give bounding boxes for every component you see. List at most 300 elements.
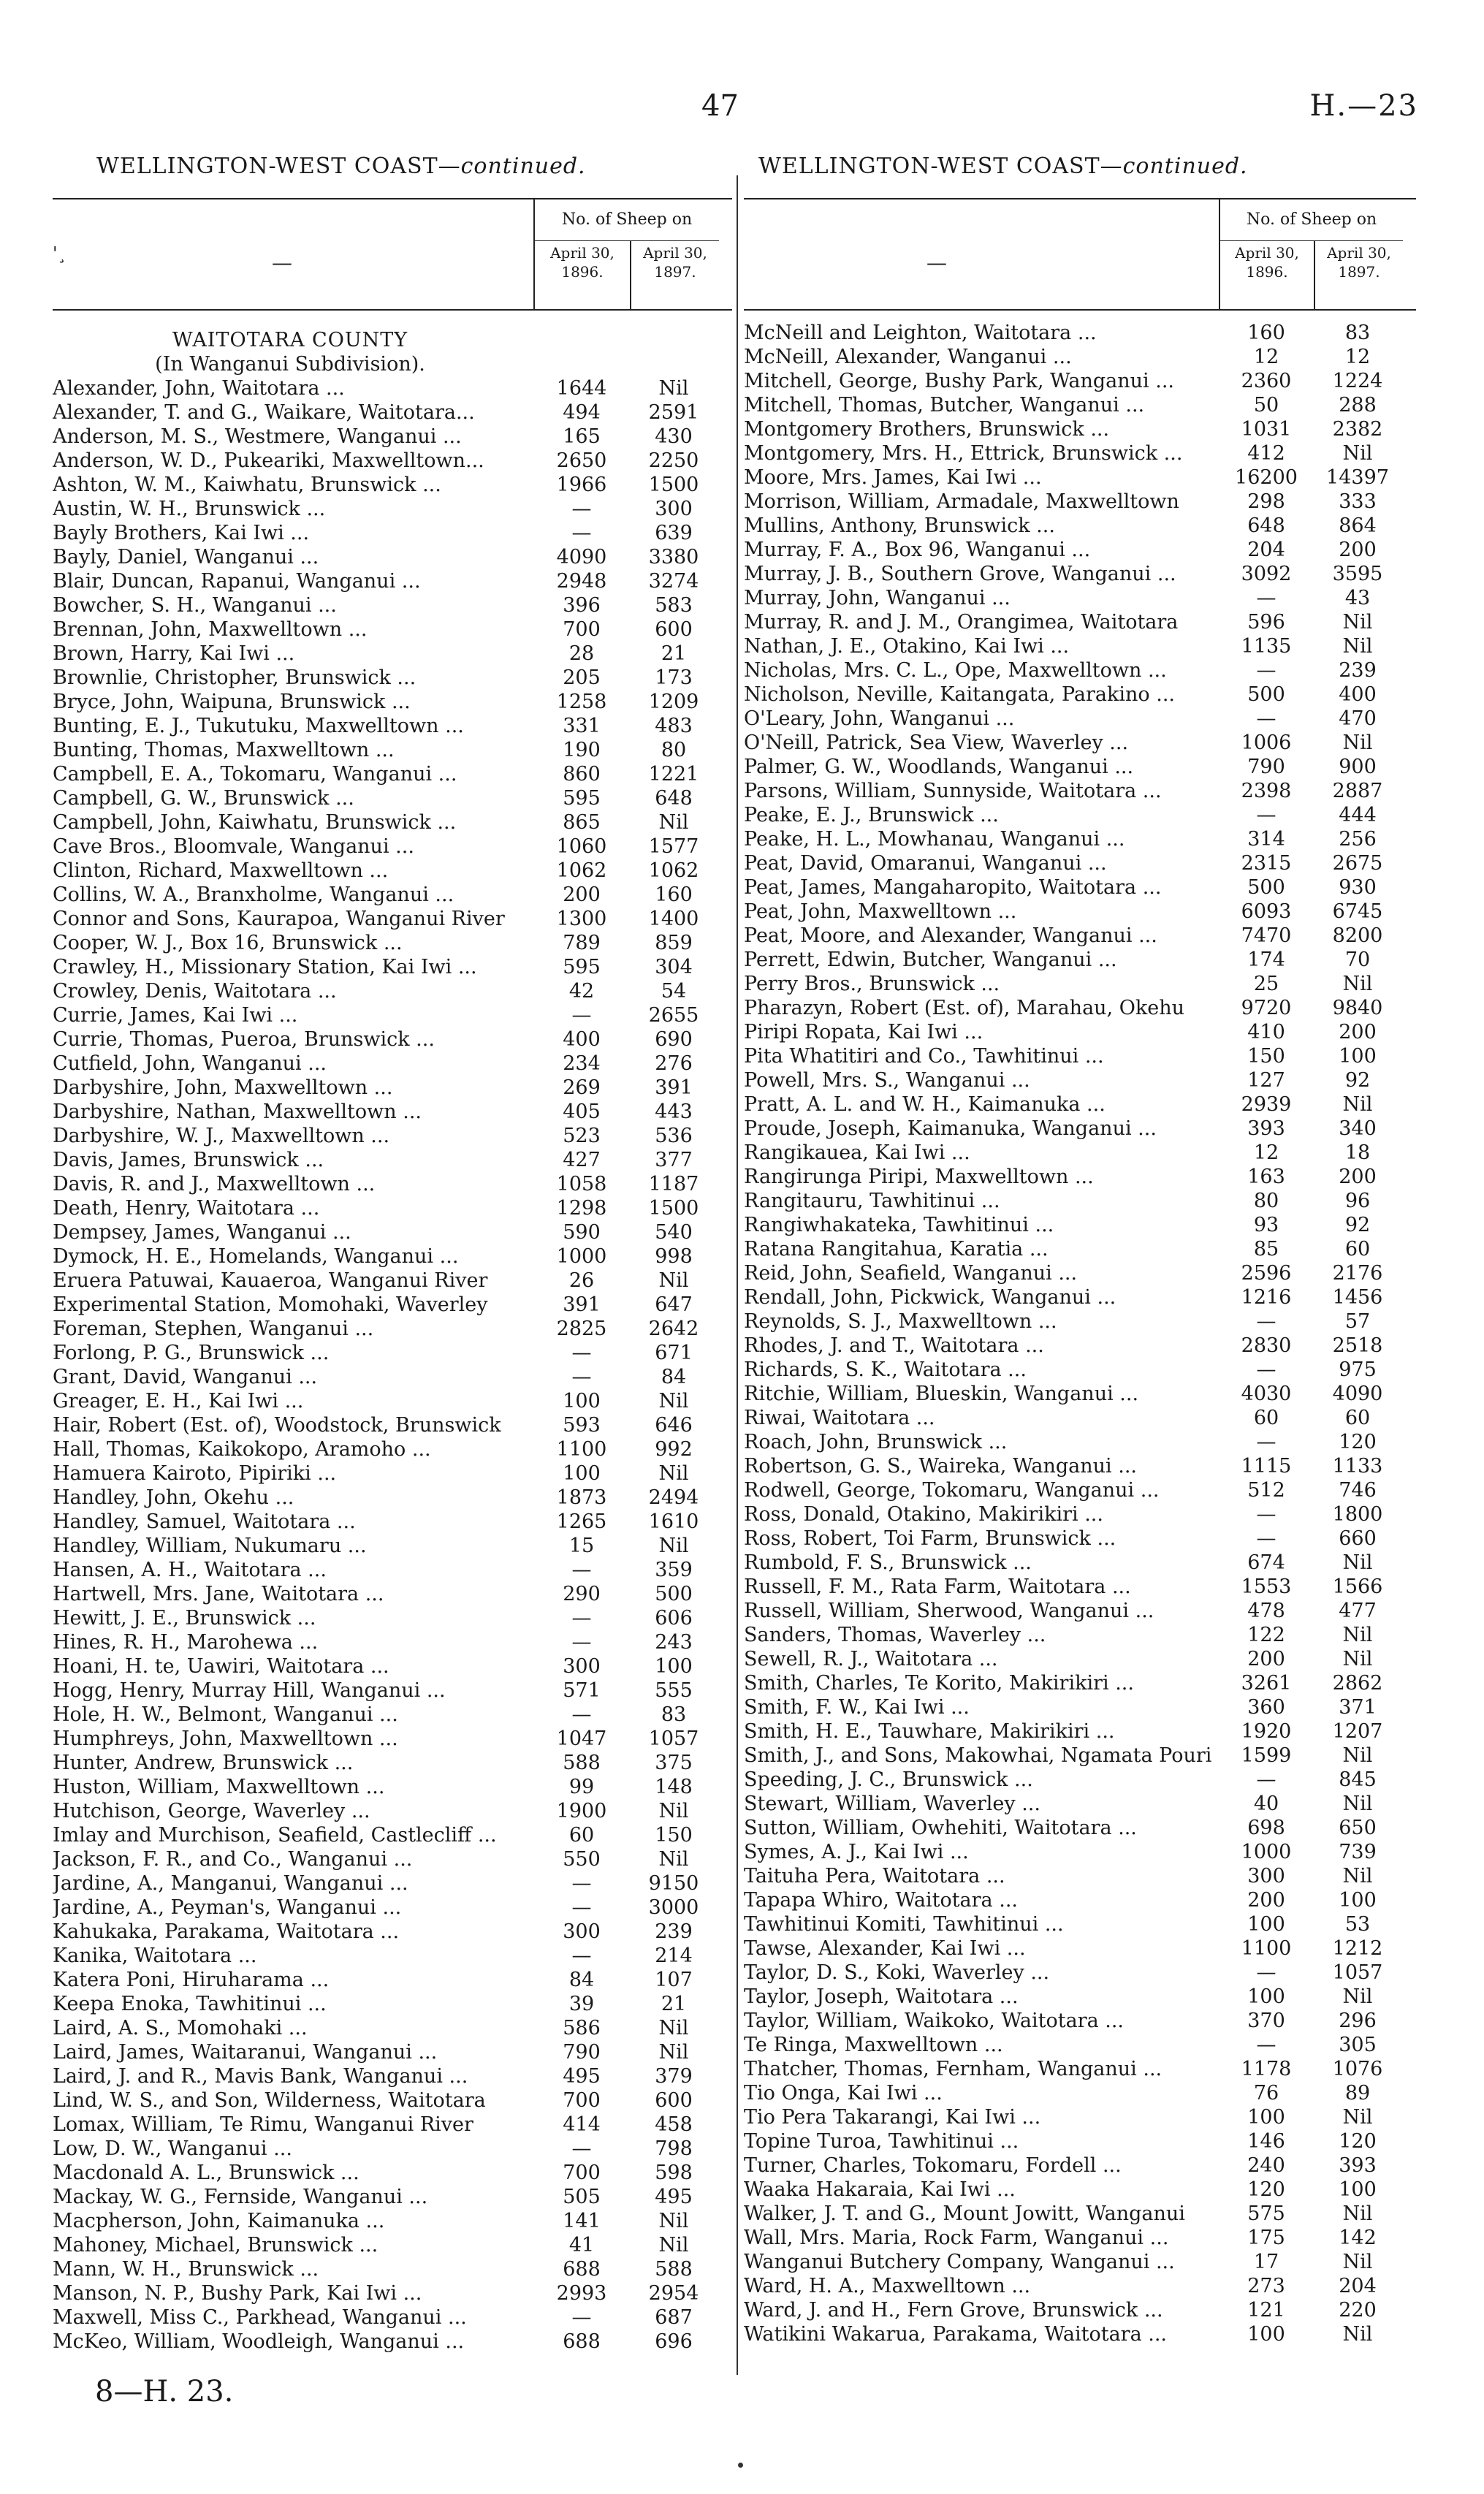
sheep-1896: 39 <box>568 1993 595 2015</box>
sheep-1897: 2382 <box>1332 418 1383 441</box>
table-row <box>53 714 732 738</box>
table-row <box>744 1478 1416 1502</box>
sheep-1897: 6745 <box>1332 900 1383 923</box>
sheep-1896: 1060 <box>556 835 607 858</box>
sheep-1896: 174 <box>1247 948 1285 971</box>
sheep-1897: 200 <box>1339 1021 1377 1043</box>
table-row <box>744 514 1416 538</box>
sheep-1897: 864 <box>1339 514 1377 537</box>
table-row <box>744 1502 1416 1527</box>
table-row <box>53 1100 732 1124</box>
sheep-1897: 1566 <box>1332 1575 1383 1598</box>
sheep-1896: — <box>1256 1768 1276 1791</box>
table-row <box>53 1751 732 1775</box>
page-number: 47 <box>701 89 739 123</box>
owner-name: Forlong, P. G., Brunswick ... <box>53 1342 330 1364</box>
table-row <box>744 2153 1416 2178</box>
left-section-heading <box>96 153 732 179</box>
owner-name: Hewitt, J. E., Brunswick ... <box>53 1607 316 1630</box>
sheep-1897: 276 <box>655 1052 693 1075</box>
sheep-1897: Nil <box>658 1269 689 1292</box>
table-row <box>53 521 732 545</box>
printer-mark: '¸ <box>53 243 66 264</box>
table-row <box>744 465 1416 490</box>
owner-name: Jardine, A., Peyman's, Wanganui ... <box>53 1896 402 1919</box>
table-row <box>744 1430 1416 1454</box>
sheep-1896: 50 <box>1253 394 1279 417</box>
sheep-1896: 700 <box>563 618 601 641</box>
owner-name: Rumbold, F. S., Brunswick ... <box>744 1551 1032 1574</box>
table-row <box>53 425 732 449</box>
sheep-1897: 500 <box>655 1583 693 1605</box>
table-row <box>53 1992 732 2016</box>
sheep-1897: 391 <box>655 1076 693 1099</box>
table-row <box>53 786 732 810</box>
sheep-1896: — <box>571 1703 592 1726</box>
table-row <box>53 883 732 907</box>
sheep-1896: 688 <box>563 2258 601 2281</box>
sheep-1897: 1610 <box>648 1510 699 1533</box>
sheep-1897: 288 <box>1339 394 1377 417</box>
sheep-1897: Nil <box>658 377 689 400</box>
table-row <box>744 1358 1416 1382</box>
sheep-1896: 391 <box>563 1293 601 1316</box>
table-row <box>53 1727 732 1751</box>
sheep-1897: Nil <box>658 2017 689 2039</box>
sheep-1897: 1057 <box>648 1727 699 1750</box>
table-row <box>53 931 732 955</box>
owner-name: Perry Bros., Brunswick ... <box>744 973 1000 995</box>
sheep-1897: 80 <box>661 739 687 761</box>
year2-year: 1897. <box>654 263 696 281</box>
sheep-1896: 163 <box>1247 1166 1285 1188</box>
owner-name: Cutfield, John, Wanganui ... <box>53 1052 327 1075</box>
table-row <box>744 1961 1416 1985</box>
owner-name: Lomax, William, Te Rimu, Wanganui River <box>53 2113 473 2136</box>
sheep-1897: Nil <box>1342 611 1373 634</box>
owner-name: Rangirunga Piripi, Maxwelltown ... <box>744 1166 1094 1188</box>
sheep-1896: 1100 <box>556 1438 607 1461</box>
sheep-1896: 674 <box>1247 1551 1285 1574</box>
county-heading: WAITOTARA COUNTY <box>172 329 408 351</box>
owner-name: Bowcher, S. H., Wanganui ... <box>53 594 337 617</box>
sheep-1896: 1006 <box>1241 731 1292 754</box>
sheep-1896: 100 <box>563 1462 601 1485</box>
table-row <box>53 2161 732 2185</box>
owner-name: Stewart, William, Waverley ... <box>744 1792 1040 1815</box>
table-row <box>53 2330 732 2354</box>
sheep-1896: — <box>1256 1527 1276 1550</box>
owner-name: Ward, J. and H., Fern Grove, Brunswick ... <box>744 2299 1163 2322</box>
table-row <box>744 1454 1416 1478</box>
table-row <box>53 1558 732 1582</box>
owner-name: Te Ringa, Maxwelltown ... <box>744 2034 1003 2056</box>
owner-name: Pita Whatitiri and Co., Tawhitinui ... <box>744 1045 1104 1068</box>
table-row <box>744 779 1416 803</box>
sheep-1897: 536 <box>655 1125 693 1147</box>
table-row <box>744 948 1416 972</box>
owner-name: Rendall, John, Pickwick, Wanganui ... <box>744 1286 1116 1309</box>
owner-name: Currie, Thomas, Pueroa, Brunswick ... <box>53 1028 435 1051</box>
sheep-1897: 444 <box>1339 804 1377 826</box>
sheep-1896: 100 <box>1247 1985 1285 2008</box>
owner-name: Hansen, A. H., Waitotara ... <box>53 1559 327 1581</box>
sheep-1896: — <box>1256 1310 1276 1333</box>
owner-name: Taylor, D. S., Koki, Waverley ... <box>744 1961 1050 1984</box>
owner-name: Murray, R. and J. M., Orangimea, Waitotara <box>744 611 1179 634</box>
owner-name: Imlay and Murchison, Seafield, Castlecliff ... <box>53 1824 497 1847</box>
sheep-1896: 4090 <box>556 546 607 569</box>
sheep-1897: 606 <box>655 1607 693 1630</box>
table-row <box>744 1261 1416 1285</box>
table-row <box>744 1985 1416 2009</box>
sheep-1896: 6093 <box>1241 900 1292 923</box>
owner-name: Manson, N. P., Bushy Park, Kai Iwi ... <box>53 2282 422 2305</box>
sheep-1897: 2655 <box>648 1004 699 1027</box>
owner-name: Davis, R. and J., Maxwelltown ... <box>53 1173 376 1195</box>
table-row <box>744 1020 1416 1044</box>
owner-name: Montgomery, Mrs. H., Ettrick, Brunswick ... <box>744 442 1183 465</box>
owner-name: Hutchison, George, Waverley ... <box>53 1800 370 1822</box>
table-row <box>53 1775 732 1799</box>
sheep-1897: 142 <box>1339 2227 1377 2249</box>
sheep-1896: 370 <box>1247 2010 1285 2032</box>
owner-name: Mackay, W. G., Fernside, Wanganui ... <box>53 2186 428 2208</box>
sheep-1897: 2642 <box>648 1318 699 1340</box>
sheep-1897: 2494 <box>648 1486 699 1509</box>
sheep-1897: 646 <box>655 1414 693 1437</box>
sheep-1897: 1221 <box>648 763 699 786</box>
table-row <box>53 1269 732 1293</box>
sheep-1897: 70 <box>1344 948 1371 971</box>
table-row <box>53 400 732 425</box>
sheep-1896: — <box>1256 659 1276 682</box>
table-row <box>744 562 1416 586</box>
table-row <box>744 683 1416 707</box>
sheep-1897: Nil <box>658 1800 689 1822</box>
table-row <box>744 610 1416 634</box>
table-row <box>53 545 732 569</box>
sheep-1897: 458 <box>655 2113 693 2136</box>
sheep-1896: 550 <box>563 1848 601 1871</box>
owner-name: Bunting, E. J., Tukutuku, Maxwelltown ... <box>53 715 464 737</box>
sheep-1896: 393 <box>1247 1117 1285 1140</box>
year2-date: April 30, <box>1327 244 1391 262</box>
table-row <box>53 642 732 666</box>
sheep-1896: 28 <box>568 642 595 665</box>
sheep-1896: 121 <box>1247 2299 1285 2322</box>
owner-name: Tawse, Alexander, Kai Iwi ... <box>744 1937 1026 1960</box>
owner-name: Mitchell, Thomas, Butcher, Wanganui ... <box>744 394 1145 417</box>
sheep-1896: 590 <box>563 1221 601 1244</box>
sheep-1897: 100 <box>1339 1045 1377 1068</box>
sheep-1897: 600 <box>655 2089 693 2112</box>
table-row <box>53 2113 732 2137</box>
owner-name: Hamuera Kairoto, Pipiriki ... <box>53 1462 337 1485</box>
sheep-1897: 1207 <box>1332 1720 1383 1743</box>
table-row <box>744 2226 1416 2250</box>
sheep-1897: 477 <box>1339 1600 1377 1622</box>
sheep-1896: 12 <box>1253 346 1279 368</box>
sheep-1897: Nil <box>1342 2106 1373 2129</box>
sheep-1897: 2954 <box>648 2282 699 2305</box>
sheep-1896: 240 <box>1247 2154 1285 2177</box>
owner-name: Anderson, M. S., Westmere, Wanganui ... <box>53 425 462 448</box>
sheep-1896: — <box>571 2137 592 2160</box>
table-row <box>744 1551 1416 1575</box>
owner-name: Morrison, William, Armadale, Maxwelltown <box>744 490 1179 513</box>
owner-name: Mitchell, George, Bushy Park, Wanganui ... <box>744 370 1175 392</box>
table-row <box>744 1792 1416 1816</box>
heading-title: WELLINGTON-WEST COAST— <box>96 153 461 179</box>
table-row <box>53 1052 732 1076</box>
table-row <box>744 441 1416 465</box>
sheep-1897: 1500 <box>648 474 699 496</box>
sheep-1896: — <box>571 1631 592 1654</box>
table-row <box>53 1799 732 1823</box>
sheep-1897: 100 <box>1339 1889 1377 1912</box>
table-row <box>744 924 1416 948</box>
right-column <box>744 153 1416 2346</box>
sheep-1897: 2887 <box>1332 780 1383 802</box>
sheep-1896: 1265 <box>556 1510 607 1533</box>
table-row <box>744 1864 1416 1888</box>
owner-name: Laird, A. S., Momohaki ... <box>53 2017 308 2039</box>
sheep-1896: 1258 <box>556 691 607 713</box>
table-row <box>53 762 732 786</box>
owner-name: Richards, S. K., Waitotara ... <box>744 1358 1027 1381</box>
owner-name: Nicholson, Neville, Kaitangata, Parakino ... <box>744 683 1175 706</box>
owner-name: Murray, F. A., Box 96, Wanganui ... <box>744 539 1091 561</box>
table-row <box>53 1486 732 1510</box>
sheep-1896: 15 <box>568 1535 595 1557</box>
table-row <box>53 1823 732 1847</box>
owner-name: Russell, F. M., Rata Farm, Waitotara ... <box>744 1575 1131 1598</box>
owner-name: Ross, Robert, Toi Farm, Brunswick ... <box>744 1527 1116 1550</box>
table-row <box>53 1148 732 1172</box>
sheep-1896: 146 <box>1247 2130 1285 2153</box>
sheep-1897: 54 <box>661 980 687 1003</box>
sheep-1897: 243 <box>655 1631 693 1654</box>
sheep-1897: Nil <box>1342 442 1373 465</box>
table-row <box>744 417 1416 441</box>
owner-name: O'Neill, Patrick, Sea View, Waverley ... <box>744 731 1129 754</box>
sheep-1896: 60 <box>1253 1407 1279 1429</box>
sheep-1896: 99 <box>568 1776 595 1798</box>
table-row <box>53 2016 732 2040</box>
sheep-1897: 160 <box>655 883 693 906</box>
table-row <box>53 1582 732 1606</box>
sheep-1896: 80 <box>1253 1190 1279 1212</box>
table-row <box>53 1196 732 1220</box>
sheep-1896: 2948 <box>556 570 607 593</box>
owner-name: Pharazyn, Robert (Est. of), Marahau, Okehu <box>744 997 1184 1019</box>
owner-name: Rangiwhakateka, Tawhitinui ... <box>744 1214 1054 1236</box>
sheep-1896: — <box>571 1366 592 1388</box>
owner-name: Taylor, Joseph, Waitotara ... <box>744 1985 1019 2008</box>
sheep-1896: 100 <box>563 1390 601 1413</box>
sheep-1896: 1031 <box>1241 418 1292 441</box>
sheep-1897: 214 <box>655 1944 693 1967</box>
table-row <box>744 2298 1416 2322</box>
owner-name: Taylor, William, Waikoko, Waitotara ... <box>744 2010 1125 2032</box>
sheep-1897: 1187 <box>648 1173 699 1195</box>
sheep-1896: 1644 <box>556 377 607 400</box>
sheep-1896: 789 <box>563 932 601 954</box>
table-row <box>744 972 1416 996</box>
table-row <box>744 755 1416 779</box>
table-row <box>53 2064 732 2088</box>
table-row <box>53 1944 732 1968</box>
sheep-1896: 160 <box>1247 322 1285 344</box>
owner-name: Thatcher, Thomas, Fernham, Wanganui ... <box>744 2058 1163 2080</box>
sheep-1896: 1966 <box>556 474 607 496</box>
sheep-1897: 1133 <box>1332 1455 1383 1478</box>
owner-name: Reid, John, Seafield, Wanganui ... <box>744 1262 1078 1285</box>
owner-name: Murray, J. B., Southern Grove, Wanganui ... <box>744 563 1176 585</box>
sheep-1897: 3380 <box>648 546 699 569</box>
owner-name: Dempsey, James, Wanganui ... <box>53 1221 351 1244</box>
sheep-1896: 688 <box>563 2330 601 2353</box>
left-table-header <box>53 198 732 311</box>
sheep-1897: 120 <box>1339 1431 1377 1453</box>
owner-name: Sewell, R. J., Waitotara ... <box>744 1648 998 1670</box>
owner-name: Katera Poni, Hiruharama ... <box>53 1969 330 1991</box>
owner-name: McNeill, Alexander, Wanganui ... <box>744 346 1072 368</box>
sheep-1896: 595 <box>563 956 601 978</box>
sheep-1896: 412 <box>1247 442 1285 465</box>
table-row <box>744 321 1416 345</box>
sheep-1896: 200 <box>1247 1648 1285 1670</box>
sheep-1897: 4090 <box>1332 1383 1383 1405</box>
sheep-1896: — <box>1256 2034 1276 2056</box>
owner-name: Eruera Patuwai, Kauaeroa, Wanganui River <box>53 1269 488 1292</box>
owner-name: Darbyshire, Nathan, Maxwelltown ... <box>53 1100 422 1123</box>
table-row <box>53 907 732 931</box>
owner-name: Hoani, H. te, Uawiri, Waitotara ... <box>53 1655 389 1678</box>
table-row <box>53 979 732 1003</box>
table-row <box>744 1816 1416 1840</box>
year-1896-header <box>535 243 630 281</box>
table-row <box>744 1165 1416 1189</box>
table-row <box>744 1141 1416 1165</box>
sheep-1897: 96 <box>1344 1190 1371 1212</box>
sheep-1896: 396 <box>563 594 601 617</box>
owner-name: Perrett, Edwin, Butcher, Wanganui ... <box>744 948 1117 971</box>
owner-name: Clinton, Richard, Maxwelltown ... <box>53 859 389 882</box>
owner-name: Peake, E. J., Brunswick ... <box>744 804 999 826</box>
table-row <box>53 1413 732 1437</box>
table-row <box>744 1189 1416 1213</box>
table-row <box>744 1888 1416 1912</box>
table-row <box>744 658 1416 683</box>
sheep-1897: 359 <box>655 1559 693 1581</box>
owner-name: Robertson, G. S., Waireka, Wanganui ... <box>744 1455 1137 1478</box>
table-row <box>53 1437 732 1461</box>
table-row <box>53 1076 732 1100</box>
sheep-1896: 494 <box>563 401 601 424</box>
owner-name: Roach, John, Brunswick ... <box>744 1431 1008 1453</box>
table-row <box>53 2305 732 2330</box>
owner-name: Brownlie, Christopher, Brunswick ... <box>53 666 416 689</box>
table-row <box>53 2281 732 2305</box>
owner-name: Wanganui Butchery Company, Wanganui ... <box>744 2251 1175 2273</box>
sheep-1897: 1456 <box>1332 1286 1383 1309</box>
sheep-1896: — <box>1256 1431 1276 1453</box>
table-row <box>744 1912 1416 1936</box>
owner-name: Waaka Hakaraia, Kai Iwi ... <box>744 2178 1016 2201</box>
table-row <box>53 1847 732 1871</box>
sheep-1896: 1000 <box>1241 1841 1292 1863</box>
sheep-1896: 300 <box>563 1655 601 1678</box>
owner-name: Hole, H. W., Belmont, Wanganui ... <box>53 1703 398 1726</box>
sheep-1896: 234 <box>563 1052 601 1075</box>
table-row <box>53 376 732 400</box>
owner-name: Collins, W. A., Branxholme, Wanganui ... <box>53 883 454 906</box>
sheep-1896: 76 <box>1253 2082 1279 2105</box>
sheep-1897: 1212 <box>1332 1937 1383 1960</box>
left-table-body <box>53 311 732 2354</box>
table-row <box>53 2088 732 2113</box>
owner-name: Mann, W. H., Brunswick ... <box>53 2258 319 2281</box>
owner-name: Piripi Ropata, Kai Iwi ... <box>744 1021 983 1043</box>
sheep-1897: 200 <box>1339 539 1377 561</box>
sheep-1897: 900 <box>1339 756 1377 778</box>
table-row <box>53 473 732 497</box>
sheep-1897: 639 <box>655 522 693 544</box>
owner-name: Bayly Brothers, Kai Iwi ... <box>53 522 310 544</box>
sheep-1897: 1062 <box>648 859 699 882</box>
owner-name: Alexander, John, Waitotara ... <box>53 377 345 400</box>
table-row <box>744 803 1416 827</box>
sheep-1897: 220 <box>1339 2299 1377 2322</box>
sheep-1896: — <box>571 1872 592 1895</box>
sheep-1896: 1873 <box>556 1486 607 1509</box>
sheep-1897: 173 <box>655 666 693 689</box>
sheep-1897: Nil <box>1342 1624 1373 1646</box>
sheep-1896: 16200 <box>1235 466 1298 489</box>
sheep-1897: 92 <box>1344 1069 1371 1092</box>
owner-name: Dymock, H. E., Homelands, Wanganui ... <box>53 1245 459 1268</box>
table-row <box>744 875 1416 900</box>
table-row <box>744 538 1416 562</box>
table-row <box>744 345 1416 369</box>
owner-name: Speeding, J. C., Brunswick ... <box>744 1768 1033 1791</box>
sheep-1896: 3261 <box>1241 1672 1292 1695</box>
owner-name: Ashton, W. M., Kaiwhatu, Brunswick ... <box>53 474 441 496</box>
sheep-1897: 2250 <box>648 449 699 472</box>
sheep-1897: 495 <box>655 2186 693 2208</box>
sheep-1896: 495 <box>563 2065 601 2088</box>
sheep-1897: 239 <box>655 1920 693 1943</box>
sheep-1897: 300 <box>655 498 693 520</box>
sheep-1896: 41 <box>568 2234 595 2257</box>
table-row <box>53 810 732 834</box>
table-row <box>53 1654 732 1678</box>
sheep-1896: 427 <box>563 1149 601 1171</box>
sheep-1896: 1100 <box>1241 1937 1292 1960</box>
table-row <box>53 569 732 593</box>
owner-name: Currie, James, Kai Iwi ... <box>53 1004 298 1027</box>
sheep-1896: 523 <box>563 1125 601 1147</box>
sheep-1897: 377 <box>655 1149 693 1171</box>
owner-name: Campbell, E. A., Tokomaru, Wanganui ... <box>53 763 457 786</box>
sheep-1896: 1058 <box>556 1173 607 1195</box>
sheep-1897: 1500 <box>648 1197 699 1220</box>
owner-name: Moore, Mrs. James, Kai Iwi ... <box>744 466 1042 489</box>
sheep-1896: 360 <box>1247 1696 1285 1719</box>
name-column-dash: — <box>926 251 947 275</box>
